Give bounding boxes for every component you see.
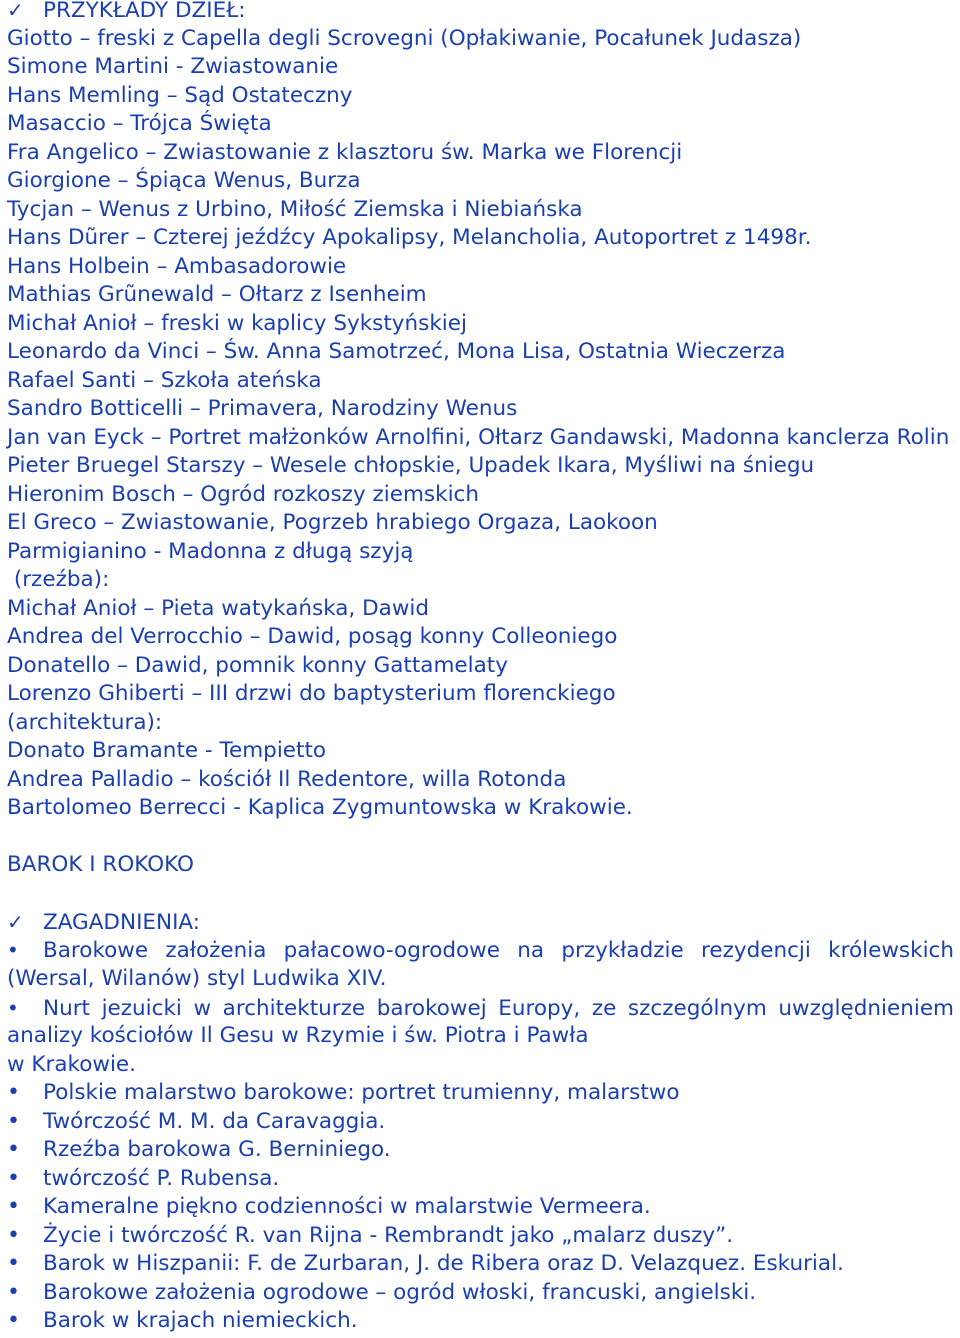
topic-bullet: • twórczość P. Rubensa. xyxy=(7,1165,280,1191)
topic-bullet: • Barok w Hiszpanii: F. de Zurbaran, J. de Ribera oraz D. Velazquez. Eskurial. xyxy=(7,1251,844,1276)
bullet-icon: • xyxy=(7,1108,20,1134)
topic-bullet: • Barok w krajach niemieckich. xyxy=(7,1308,358,1333)
topic-bullet: • Życie i twórczość R. van Rijna - Rembrandt jako „malarz duszy”. xyxy=(7,1222,734,1248)
example-line: Leonardo da Vinci – Św. Anna Samotrzeć, Mona Lisa, Ostatnia Wieczerza xyxy=(7,339,786,364)
example-line: Lorenzo Ghiberti – III drzwi do baptysterium florenckiego xyxy=(7,681,616,706)
bullet-icon: • xyxy=(7,1137,20,1162)
bullet-icon: • xyxy=(7,1222,20,1248)
topic-bullet: • Polskie malarstwo barokowe: portret trumienny, malarstwo xyxy=(7,1080,680,1105)
topic-bullet: • Barokowe założenia ogrodowe – ogród włoski, francuski, angielski. xyxy=(7,1279,757,1305)
checkmark-icon: ✓ xyxy=(7,910,24,934)
example-line: Andrea del Verrocchio – Dawid, posąg konny Colleoniego xyxy=(7,624,618,649)
topic-bullet: • Twórczość M. M. da Caravaggia. xyxy=(7,1108,386,1134)
checkmark-icon: ✓ xyxy=(7,0,24,22)
topic-bullet: • Rzeźba barokowa G. Berniniego. xyxy=(7,1137,391,1162)
topics-heading-text: ZAGADNIENIA: xyxy=(43,910,200,935)
topic-bullet-2-line2: analizy kościołów Il Gesu w Rzymie i św. Piotra i Pawła xyxy=(7,1023,589,1048)
example-line: Simone Martini - Zwiastowanie xyxy=(7,54,339,79)
topic-bullet-2-line1: • Nurt jezuicki w architekturze barokowej Europy, ze szczególnym uwzględnieniem xyxy=(7,995,954,1021)
bullet-icon: • xyxy=(7,1165,20,1191)
example-line: Donatello – Dawid, pomnik konny Gattamelaty xyxy=(7,652,508,678)
bullet-icon: • xyxy=(7,938,19,962)
topics-heading xyxy=(7,908,200,936)
example-line: Giotto – freski z Capella degli Scrovegni (Opłakiwanie, Pocałunek Judasza) xyxy=(7,25,802,51)
bullet-icon: • xyxy=(7,995,19,1020)
example-line: Hieronim Bosch – Ogród rozkoszy ziemskich xyxy=(7,481,480,507)
example-line: Michał Anioł – freski w kaplicy Sykstyńskiej xyxy=(7,310,467,336)
example-line: Fra Angelico – Zwiastowanie z klasztoru św. Marka we Florencji xyxy=(7,139,683,165)
example-line: Donato Bramante - Tempietto xyxy=(7,738,327,763)
example-line: El Greco – Zwiastowanie, Pogrzeb hrabiego Orgaza, Laokoon xyxy=(7,510,658,535)
example-line: Giorgione – Śpiąca Wenus, Burza xyxy=(7,168,361,193)
bullet-icon: • xyxy=(7,1251,20,1276)
example-line: Mathias Grũnewald – Ołtarz z Isenheim xyxy=(7,282,427,307)
baroque-title: BAROK I ROKOKO xyxy=(7,852,194,877)
bullet-icon: • xyxy=(7,1194,20,1219)
example-line: Rafael Santi – Szkoła ateńska xyxy=(7,367,322,393)
architecture-subheading: (architektura): xyxy=(7,709,163,735)
bullet-icon: • xyxy=(7,1308,20,1333)
example-line: Sandro Botticelli – Primavera, Narodziny Wenus xyxy=(7,396,518,421)
topic-bullet: • Kameralne piękno codzienności w malarstwie Vermeera. xyxy=(7,1194,651,1219)
example-line: Bartolomeo Berrecci - Kaplica Zygmuntowska w Krakowie. xyxy=(7,795,633,820)
topic-bullet-1-line2: (Wersal, Wilanów) styl Ludwika XIV. xyxy=(7,966,387,991)
sculpture-subheading: (rzeźba): xyxy=(7,567,110,592)
example-line: Michał Anioł – Pieta watykańska, Dawid xyxy=(7,595,430,621)
example-line: Tycjan – Wenus z Urbino, Miłość Ziemska i Niebiańska xyxy=(7,196,583,222)
example-line: Hans Holbein – Ambasadorowie xyxy=(7,253,347,279)
example-line: Andrea Palladio – kościół Il Redentore, willa Rotonda xyxy=(7,766,567,792)
bullet-icon: • xyxy=(7,1279,20,1305)
example-line: Masaccio – Trójca Święta xyxy=(7,111,272,136)
examples-heading xyxy=(7,0,246,24)
examples-heading-text: PRZYKŁADY DZIEŁ: xyxy=(43,0,246,23)
example-line: Pieter Bruegel Starszy – Wesele chłopskie, Upadek Ikara, Myśliwi na śniegu xyxy=(7,453,815,478)
example-line: Jan van Eyck – Portret małżonków Arnolfini, Ołtarz Gandawski, Madonna kanclerza Rolin xyxy=(7,424,950,450)
example-line: Parmigianino - Madonna z długą szyją xyxy=(7,538,414,564)
topic-bullet-1-line1: • Barokowe założenia pałacowo-ogrodowe na przykładzie rezydencji królewskich xyxy=(7,938,954,963)
example-line: Hans Dũrer – Czterej jeźdźcy Apokalipsy, Melancholia, Autoportret z 1498r. xyxy=(7,225,812,250)
topic-bullet-2-line3: w Krakowie. xyxy=(7,1051,136,1077)
bullet-icon: • xyxy=(7,1080,20,1105)
example-line: Hans Memling – Sąd Ostateczny xyxy=(7,82,353,108)
